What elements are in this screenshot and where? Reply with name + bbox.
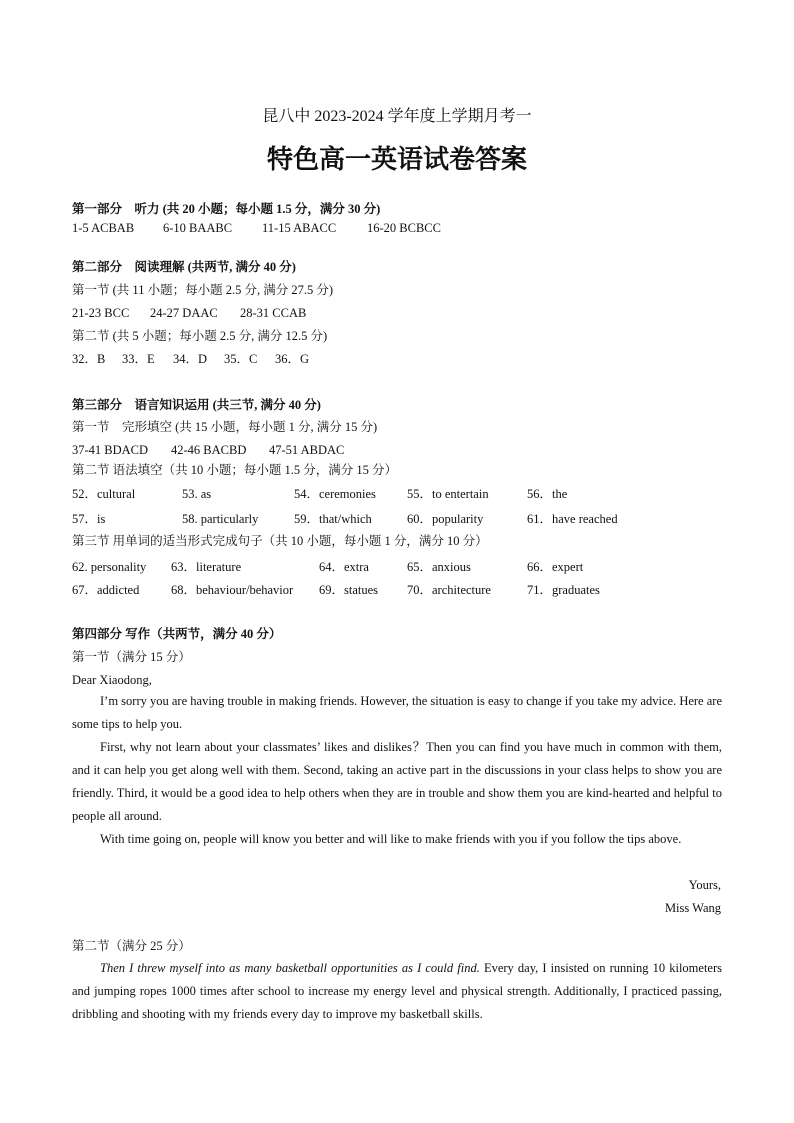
wordform-answer: 66．expert [527,560,584,574]
wordform-answer: 68．behaviour/behavior [171,583,294,597]
part3-sec1-answer: 42-46 BACBD [171,443,247,457]
part1-answer: 16-20 BCBCC [367,221,441,235]
part2-sec2-answer: 35．C [224,352,258,366]
part2-sec2-answer: 36．G [275,352,310,366]
part4-sec2-heading: 第二节（满分 25 分） [72,939,191,953]
part2-sec1-heading: 第一节 (共 11 小题；每小题 2.5 分, 满分 27.5 分) [72,283,333,297]
part1-answer: 11-15 ABACC [262,221,337,235]
wordform-answer: 64．extra [319,560,369,574]
wordform-answer: 67．addicted [72,583,140,597]
page-title: 特色高一英语试卷答案 [266,145,527,175]
part3-heading: 第三部分 语言知识运用 (共三节, 满分 40 分) [72,398,321,412]
part3-sec3-heading: 第三节 用单词的适当形式完成句子（共 10 小题，每小题 1 分，满分 10 分） [72,534,488,548]
grammar-answer: 56．the [527,487,568,501]
letter-paragraph-3: With time going on, people will know you better and will like to make friends with you if you follow the tips above. [100,832,682,846]
wordform-answer: 69．statues [319,583,379,597]
part4-sec1-heading: 第一节（满分 15 分） [72,650,191,664]
wordform-answer: 62. personality [72,560,147,574]
continuation-paragraph [72,957,722,1026]
grammar-answer: 57．is [72,512,106,526]
letter-closing: Yours, [688,878,721,892]
grammar-answer: 58. particularly [182,512,259,526]
continuation-opening-sentence: Then I threw myself into as many basketball opportunities as I could find. [100,961,480,975]
continuation-text: Every day, I insisted on running 10 kilometers and jumping ropes 1000 times after school to increase my energy level and physical strength. Additionally, I practiced passing, dribbling and shooting with my friends every day to improve my basketball skills. [72,961,722,1021]
wordform-answer: 71．graduates [527,583,600,597]
part2-sec2-heading: 第二节 (共 5 小题；每小题 2.5 分, 满分 12.5 分) [72,329,328,343]
part2-sec1-answer: 28-31 CCAB [240,306,307,320]
part2-sec2-answer: 32．B [72,352,106,366]
letter-paragraph-1: I’m sorry you are having trouble in making friends. However, the situation is easy to change if you take my advice. Here are some tips to help you. [72,694,722,731]
part3-sec2-heading: 第二节 语法填空（共 10 小题；每小题 1.5 分，满分 15 分） [72,463,398,477]
part3-sec1-answer: 47-51 ABDAC [269,443,345,457]
letter-greeting: Dear Xiaodong, [72,673,152,687]
grammar-answer: 52．cultural [72,487,136,501]
grammar-answer: 61．have reached [527,512,618,526]
grammar-answer: 54．ceremonies [294,487,376,501]
part3-sec1-answer: 37-41 BDACD [72,443,149,457]
part3-sec1-heading: 第一节 完形填空 (共 15 小题，每小题 1 分, 满分 15 分) [72,420,378,434]
wordform-answer: 65．anxious [407,560,471,574]
part2-sec1-answer: 21-23 BCC [72,306,130,320]
part2-sec2-answer: 33．E [122,352,155,366]
part2-sec2-answer: 34．D [173,352,208,366]
letter-signature: Miss Wang [664,901,721,915]
part1-answer: 6-10 BAABC [163,221,233,235]
grammar-answer: 60．popularity [407,512,484,526]
grammar-answer: 55．to entertain [407,487,489,501]
part2-heading: 第二部分 阅读理解 (共两节, 满分 40 分) [72,260,296,274]
wordform-answer: 70．architecture [407,583,491,597]
part2-sec1-answer: 24-27 DAAC [150,306,218,320]
part1-answer: 1-5 ACBAB [72,221,135,235]
title-line1: 昆八中 2023-2024 学年度上学期月考一 [262,108,532,125]
wordform-answer: 63．literature [171,560,242,574]
part1-heading: 第一部分 听力 (共 20 小题；每小题 1.5 分，满分 30 分) [72,202,381,216]
letter-paragraph-2: First, why not learn about your classmates’ likes and dislikes？Then you can find you have much in common with them, and it can help you get along well with them. Second, taking an active part in the discussions in your class helps to show you are friendly. Third, it would be a good idea to help others when they are in trouble and show them you are kind-hearted and helpful to people all around. [72,740,722,823]
grammar-answer: 59．that/which [294,512,372,526]
grammar-answer: 53. as [182,487,212,501]
part4-heading: 第四部分 写作（共两节，满分 40 分） [72,627,282,641]
